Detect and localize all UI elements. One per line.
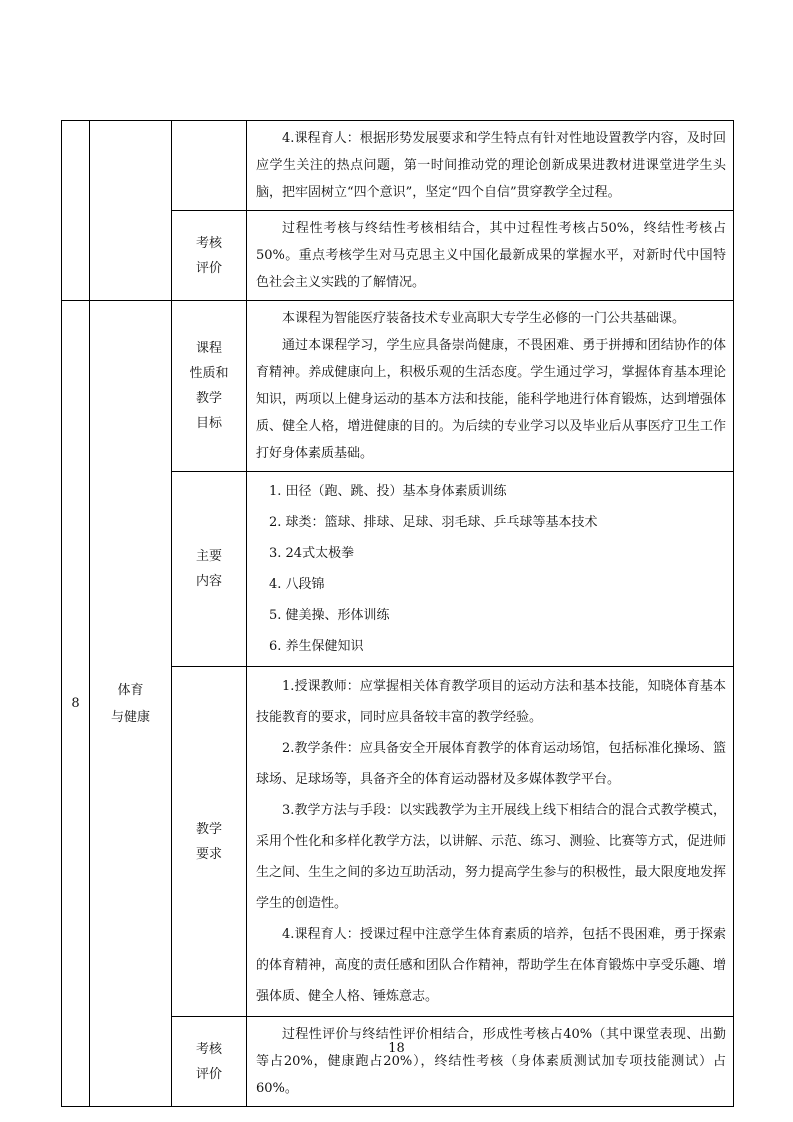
requirements-cell	[247, 667, 734, 1017]
curriculum-table	[61, 120, 734, 1107]
prev-assessment-text-cell	[247, 211, 734, 301]
content-list-cell	[247, 472, 734, 667]
course-number: 8	[62, 301, 90, 1107]
requirement-paragraph: 1.授课教师：应掌握相关体育教学项目的运动方法和基本技能，知晓体育基本技能教育的要求，同时应具备较丰富的教学经验。	[256, 679, 726, 725]
assessment-label: 考核 评价	[172, 1017, 247, 1107]
requirement-paragraph: 3.教学方法与手段：以实践教学为主开展线上线下相结合的混合式教学模式，采用个性化和多样化教学方法，以讲解、示范、练习、测验、比赛等方式，促进师生之间、生生之间的多边互助活动，努力提高学生参与的积极性，最大限度地发挥学生的创造性。	[256, 803, 726, 911]
goal-paragraph: 通过本课程学习，学生应具备崇尚健康，不畏困难、勇于拼搏和团结协作的体育精神。养成健康向上，积极乐观的生活态度。学生通过学习，掌握体育基本理论知识，两项以上健身运动的基本方法和技能，能科学地进行体育锻炼，达到增强体质、健全人格，增进健康的目的。为后续的专业学习以及毕业后从事医疗卫生工作打好身体素质基础。	[256, 338, 726, 461]
list-item: 4. 八段锦	[269, 577, 325, 592]
goal-content-cell	[247, 301, 734, 472]
content-label: 主要 内容	[172, 472, 247, 667]
prev-label-cell	[172, 121, 247, 211]
list-item: 6. 养生保健知识	[269, 639, 364, 654]
requirement-paragraph: 4.课程育人：授课过程中注意学生体育素质的培养，包括不畏困难，勇于探索的体育精神，高度的责任感和团队合作精神，帮助学生在体育锻炼中享受乐趣、增强体质、健全人格、锤炼意志。	[256, 927, 726, 1004]
prev-content-cell	[247, 121, 734, 211]
requirement-paragraph: 2.教学条件：应具备安全开展体育教学的体育运动场馆，包括标准化操场、篮球场、足球场等，具备齐全的体育运动器材及多媒体教学平台。	[256, 741, 726, 787]
prev-course-cell	[90, 121, 172, 301]
table-row	[62, 301, 734, 472]
list-item: 3. 24式太极拳	[269, 546, 355, 561]
page-number: 18	[388, 1041, 405, 1056]
prev-assessment-text: 过程性考核与终结性考核相结合，其中过程性考核占50%，终结性考核占50%。重点考核学生对马克思主义中国化最新成果的掌握水平，对新时代中国特色社会主义实践的了解情况。	[256, 221, 726, 290]
prev-assessment-label: 考核 评价	[172, 211, 247, 301]
list-item: 5. 健美操、形体训练	[269, 608, 390, 623]
prev-course-education-text: 4.课程育人：根据形势发展要求和学生特点有针对性地设置教学内容，及时回应学生关注的热点问题，第一时间推动党的理论创新成果进教材进课堂进学生头脑，把牢固树立“四个意识”，坚定“四个自信”贯穿教学全过程。	[256, 131, 726, 200]
list-item: 1. 田径（跑、跳、投）基本身体素质训练	[269, 484, 507, 499]
assessment-text: 过程性评价与终结性评价相结合，形成性考核占40%（其中课堂表现、出勤等占20%，健康跑占20%），终结性考核（身体素质测试加专项技能测试）占60%。	[256, 1027, 726, 1096]
list-item: 2. 球类：篮球、排球、足球、羽毛球、乒乓球等基本技术	[269, 515, 598, 530]
goal-paragraph: 本课程为智能医疗装备技术专业高职大专学生必修的一门公共基础课。	[282, 311, 686, 326]
requirements-label: 教学 要求	[172, 667, 247, 1017]
course-name: 体育 与健康	[90, 301, 172, 1107]
assessment-text-cell	[247, 1017, 734, 1107]
prev-number-cell	[62, 121, 90, 301]
table-row	[62, 121, 734, 211]
goal-label: 课程 性质和 教学 目标	[172, 301, 247, 472]
